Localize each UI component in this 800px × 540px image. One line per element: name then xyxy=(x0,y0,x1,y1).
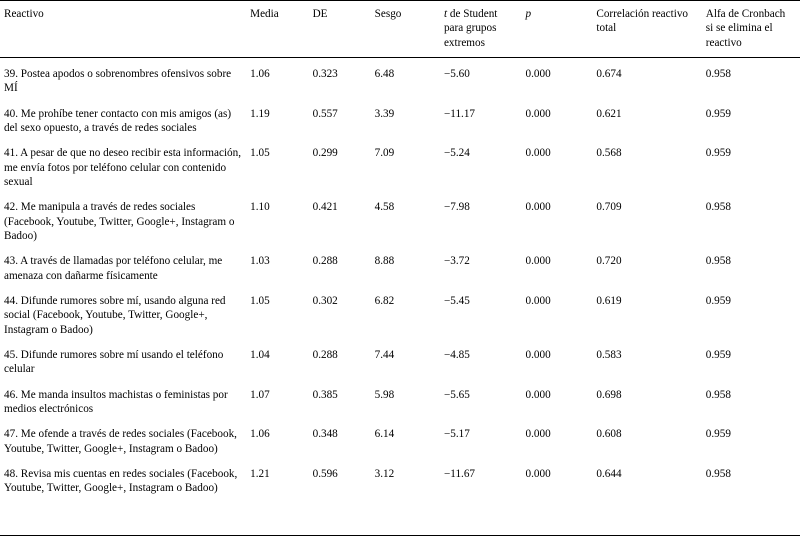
cell-item: 47. Me ofende a través de redes sociales (Facebook, Youtube, Twitter, Google+, Instagram o Badoo) xyxy=(4,428,237,455)
table-row xyxy=(0,140,800,194)
cell-de: 0.288 xyxy=(312,348,338,361)
cell-alfa: 0.958 xyxy=(705,388,731,401)
cell-alfa: 0.958 xyxy=(705,67,731,80)
cell-correlacion: 0.568 xyxy=(596,147,622,160)
cell-t: −11.17 xyxy=(443,107,476,120)
table-row xyxy=(0,461,800,504)
table-body xyxy=(0,57,800,503)
table-row xyxy=(0,342,800,382)
cell-t: −7.98 xyxy=(443,201,470,214)
cell-item: 46. Me manda insultos machistas o feministas por medios electrónicos xyxy=(4,388,228,415)
table-row xyxy=(0,248,800,288)
cell-t: −3.72 xyxy=(443,255,470,268)
cell-media: 1.06 xyxy=(250,67,270,80)
cell-t: −5.65 xyxy=(443,388,470,401)
column-header-p: p xyxy=(526,1,597,58)
cell-de: 0.385 xyxy=(312,388,338,401)
table-row xyxy=(0,421,800,461)
cell-correlacion: 0.619 xyxy=(596,294,622,307)
cell-item: 43. A través de llamadas por teléfono celular, me amenaza con dañarme físicamente xyxy=(4,255,223,282)
cell-media: 1.21 xyxy=(250,467,270,480)
cell-media: 1.04 xyxy=(250,348,270,361)
table-row xyxy=(0,382,800,422)
cell-t: −5.17 xyxy=(443,428,470,441)
cell-sesgo: 4.58 xyxy=(374,201,395,214)
cell-item: 48. Revisa mis cuentas en redes sociales (Facebook, Youtube, Twitter, Google+, Instagram o Badoo) xyxy=(4,467,238,495)
column-header-t-symbol: t xyxy=(443,8,448,20)
cell-item: 45. Difunde rumores sobre mí usando el teléfono celular xyxy=(4,348,224,376)
cell-sesgo: 3.12 xyxy=(374,467,395,480)
cell-sesgo: 5.98 xyxy=(374,388,395,401)
cell-sesgo: 8.88 xyxy=(374,255,395,268)
cell-de: 0.288 xyxy=(312,255,338,268)
cell-correlacion: 0.608 xyxy=(596,428,622,441)
cell-item: 42. Me manipula a través de redes sociales (Facebook, Youtube, Twitter, Google+, Instagram o Badoo) xyxy=(4,201,235,242)
cell-alfa: 0.958 xyxy=(705,467,731,480)
table-row xyxy=(0,288,800,342)
cell-de: 0.557 xyxy=(312,107,338,120)
cell-correlacion: 0.644 xyxy=(596,467,622,480)
cell-sesgo: 7.44 xyxy=(374,348,395,361)
cell-p: 0.000 xyxy=(525,107,551,120)
column-header-item: Reactivo xyxy=(0,1,250,58)
cell-item: 41. A pesar de que no deseo recibir esta información, me envía fotos por teléfono celular con contenido sexual xyxy=(4,147,242,188)
cell-p: 0.000 xyxy=(525,428,551,441)
table-row xyxy=(0,57,800,100)
cell-media: 1.06 xyxy=(250,428,270,441)
cell-correlacion: 0.674 xyxy=(596,67,622,80)
cell-correlacion: 0.698 xyxy=(596,388,622,401)
column-header-de: DE xyxy=(313,1,375,58)
cell-sesgo: 6.14 xyxy=(374,428,395,441)
cell-media: 1.03 xyxy=(250,255,270,268)
cell-t: −5.24 xyxy=(443,147,470,160)
cell-correlacion: 0.583 xyxy=(596,348,622,361)
column-header-alfa: Alfa de Cronbach si se elimina el reactivo xyxy=(706,1,800,58)
cell-alfa: 0.959 xyxy=(705,294,731,307)
cell-t: −4.85 xyxy=(443,348,470,361)
cell-p: 0.000 xyxy=(525,294,551,307)
cell-correlacion: 0.621 xyxy=(596,107,622,120)
cell-de: 0.348 xyxy=(312,428,338,441)
table-row xyxy=(0,194,800,248)
cell-media: 1.19 xyxy=(250,107,270,120)
cell-item: 40. Me prohíbe tener contacto con mis amigos (as) del sexo opuesto, a través de redes sociales xyxy=(4,107,232,134)
cell-p: 0.000 xyxy=(525,348,551,361)
cell-p: 0.000 xyxy=(525,147,551,160)
cell-p: 0.000 xyxy=(525,201,551,214)
cell-alfa: 0.958 xyxy=(705,201,731,214)
header-row xyxy=(0,1,800,58)
cell-correlacion: 0.720 xyxy=(596,255,622,268)
cell-alfa: 0.959 xyxy=(705,147,731,160)
cell-sesgo: 7.09 xyxy=(374,147,395,160)
cell-p: 0.000 xyxy=(525,467,551,480)
cell-alfa: 0.959 xyxy=(705,428,731,441)
column-header-sesgo: Sesgo xyxy=(375,1,444,58)
cell-media: 1.10 xyxy=(250,201,270,214)
table-row xyxy=(0,101,800,141)
cell-alfa: 0.958 xyxy=(705,255,731,268)
cell-correlacion: 0.709 xyxy=(596,201,622,214)
cell-sesgo: 3.39 xyxy=(374,107,395,120)
cell-media: 1.05 xyxy=(250,294,270,307)
column-header-t-rest: de Student para grupos extremos xyxy=(443,8,498,49)
table-header xyxy=(0,1,800,58)
cell-t: −5.45 xyxy=(443,294,470,307)
cell-sesgo: 6.48 xyxy=(374,67,395,80)
cell-p: 0.000 xyxy=(525,67,551,80)
cell-t: −5.60 xyxy=(443,67,470,80)
cell-alfa: 0.959 xyxy=(705,348,731,361)
column-header-media: Media xyxy=(250,1,312,58)
cell-media: 1.07 xyxy=(250,388,270,401)
cell-de: 0.596 xyxy=(312,467,338,480)
cell-p: 0.000 xyxy=(525,388,551,401)
cell-de: 0.302 xyxy=(312,294,338,307)
cell-de: 0.421 xyxy=(312,201,338,214)
cell-sesgo: 6.82 xyxy=(374,294,395,307)
cell-item: 44. Difunde rumores sobre mí, usando alguna red social (Facebook, Youtube, Twitter, Google+, Instagram o Badoo) xyxy=(4,294,226,336)
cell-alfa: 0.959 xyxy=(705,107,731,120)
cell-item: 39. Postea apodos o sobrenombres ofensivos sobre MÍ xyxy=(4,67,232,95)
column-header-correlacion: Correlación reactivo total xyxy=(596,1,705,58)
cell-t: −11.67 xyxy=(443,467,476,480)
cell-de: 0.299 xyxy=(312,147,338,160)
table-bottom-rule xyxy=(0,535,800,536)
cell-de: 0.323 xyxy=(312,67,338,80)
cell-media: 1.05 xyxy=(250,147,270,160)
column-header-t-student xyxy=(444,1,526,58)
cell-p: 0.000 xyxy=(525,255,551,268)
